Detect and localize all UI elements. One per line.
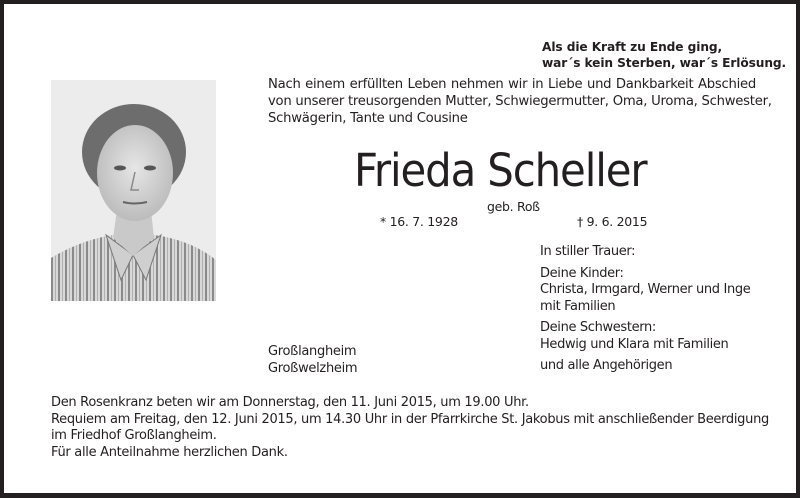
mourner-group-children: [540, 266, 750, 316]
mourner-line: Hedwig und Klara mit Familien: [540, 336, 729, 352]
death-date: † 9. 6. 2015: [577, 214, 648, 229]
mourner-line: mit Familien: [540, 298, 616, 314]
deceased-name: Frieda Scheller: [354, 144, 647, 197]
intro-line: von unserer treusorgenden Mutter, Schwiegermutter, Oma, Uroma, Schwester,: [268, 94, 772, 109]
maiden-name: geb. Roß: [487, 199, 540, 214]
burial-info: im Friedhof Großlangheim.: [51, 428, 217, 443]
mourners-list: [540, 244, 750, 380]
mourner-line: Christa, Irmgard, Werner und Inge: [540, 282, 751, 297]
mourner-group-relatives: [540, 358, 750, 375]
motto-line: war´s kein Sterben, war´s Erlösung.: [542, 56, 787, 70]
rosary-info: Den Rosenkranz beten wir am Donnerstag, den 11. Juni 2015, um 19.00 Uhr.: [51, 395, 529, 410]
places: [268, 344, 357, 377]
mourner-line: und alle Angehörigen: [540, 358, 673, 373]
requiem-info: Requiem am Freitag, den 12. Juni 2015, um 14.30 Uhr in der Pfarrkirche St. Jakobus mit anschließender Beerdigung: [51, 411, 769, 427]
service-details: [51, 395, 769, 461]
intro-line: Nach einem erfüllten Leben nehmen wir in Liebe und Dankbarkeit Abschied: [268, 77, 756, 92]
mourner-line: Deine Kinder:: [540, 265, 624, 281]
motto-quote: [542, 39, 786, 71]
obituary-notice: [4, 4, 796, 493]
intro-line: Schwägerin, Tante und Cousine: [268, 111, 468, 126]
portrait-photo: [51, 80, 216, 301]
mourner-group-sisters: [540, 320, 750, 353]
intro-text: [268, 76, 772, 127]
mourners-heading: In stiller Trauer:: [540, 244, 636, 259]
motto-line: Als die Kraft zu Ende ging,: [542, 40, 723, 54]
portrait-image-icon: [51, 80, 216, 301]
place-name: Großwelzheim: [268, 360, 358, 376]
birth-date: * 16. 7. 1928: [380, 214, 458, 229]
thanks-line: Für alle Anteilnahme herzlichen Dank.: [51, 444, 288, 460]
mourner-line: Deine Schwestern:: [540, 320, 656, 335]
place-name: Großlangheim: [268, 344, 357, 359]
